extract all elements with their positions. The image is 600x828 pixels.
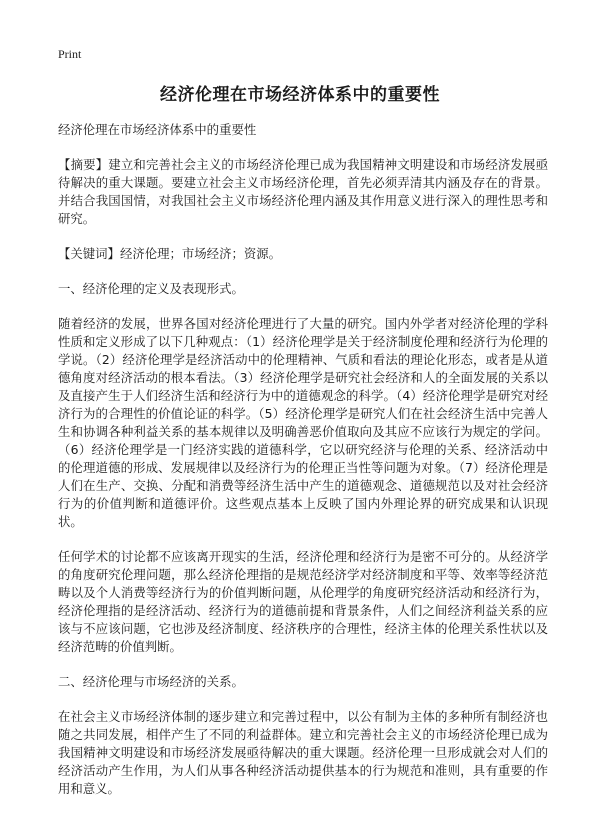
- section1-paragraph-2: 任何学术的讨论都不应该离开现实的生活，经济伦理和经济行为是密不可分的。从经济学的角度研究伦理问题，那么经济伦理指的是规范经济学对经济制度和平等、效率等经济范畴以及个人消费等经济行为的价值判断问题，从伦理学的角度研究经济活动和经济行为，经济伦理指的是经济活动、经济行为的道德前提和背景条件，人们之间经济利益关系的应该与不应该问题，它也涉及经济制度、经济秩序的合理性，经济主体的伦理关系性状以及经济范畴的价值判断。: [58, 549, 548, 654]
- section-heading-1: 一、经济伦理的定义及表现形式。: [58, 281, 244, 296]
- article-body: [58, 121, 548, 815]
- section2-paragraph-1: 在社会主义市场经济体制的逐步建立和完善过程中，以公有制为主体的多种所有制经济也随之共同发展，相伴产生了不同的利益群体。建立和完善社会主义的市场经济伦理已成为我国精神文明建设和市场经济发展亟待解决的重大课题。经济伦理一旦形成就会对人们的经济活动产生作用，为人们从事各种经济活动提供基本的行为规范和准则，具有重要的作用和意义。: [58, 709, 548, 796]
- keywords-paragraph: 【关键词】经济伦理；市场经济；资源。: [58, 246, 282, 261]
- print-label: Print: [58, 47, 82, 61]
- abstract-paragraph: 【摘要】建立和完善社会主义的市场经济伦理已成为我国精神文明建设和市场经济发展亟待解决的重大课题。要建立社会主义市场经济伦理，首先必须弄清其内涵及存在的背景。并结合我国国情，对我国社会主义市场经济伦理内涵及其作用意义进行深入的理性思考和研究。: [58, 157, 548, 226]
- section1-paragraph-1: 随着经济的发展，世界各国对经济伦理进行了大量的研究。国内外学者对经济伦理的学科性质和定义形成了以下几种观点：（1）经济伦理学是关于经济制度伦理和经济行为伦理的学说。（2）经济伦理学是经济活动中的伦理精神、气质和看法的理论化形态，或者是从道德角度对经济活动的根本看法。（3）经济伦理学是研究社会经济和人的全面发展的关系以及直接产生于人们经济生活和经济行为中的道德观念的科学。（4）经济伦理学是研究对经济行为的合理性的价值论证的科学。（5）经济伦理学是研究人们在社会经济生活中完善人生和协调各种利益关系的基本规律以及明确善恶价值取向及其应不应该行为规定的学问。（6）经济伦理学是一门经济实践的道德科学，它以研究经济与伦理的关系、经济活动中的伦理道德的形成、发展规律以及经济行为的伦理正当性等问题为对象。（7）经济伦理是人们在生产、交换、分配和消费等经济生活中产生的道德观念、道德规范以及对社会经济行为的价值判断和道德评价。这些观点基本上反映了国内外理论界的研究成果和认识现状。: [58, 316, 548, 529]
- page-title: 经济伦理在市场经济体系中的重要性: [160, 85, 440, 105]
- section-heading-2: 二、经济伦理与市场经济的关系。: [58, 674, 244, 689]
- article-subtitle: 经济伦理在市场经济体系中的重要性: [58, 122, 257, 137]
